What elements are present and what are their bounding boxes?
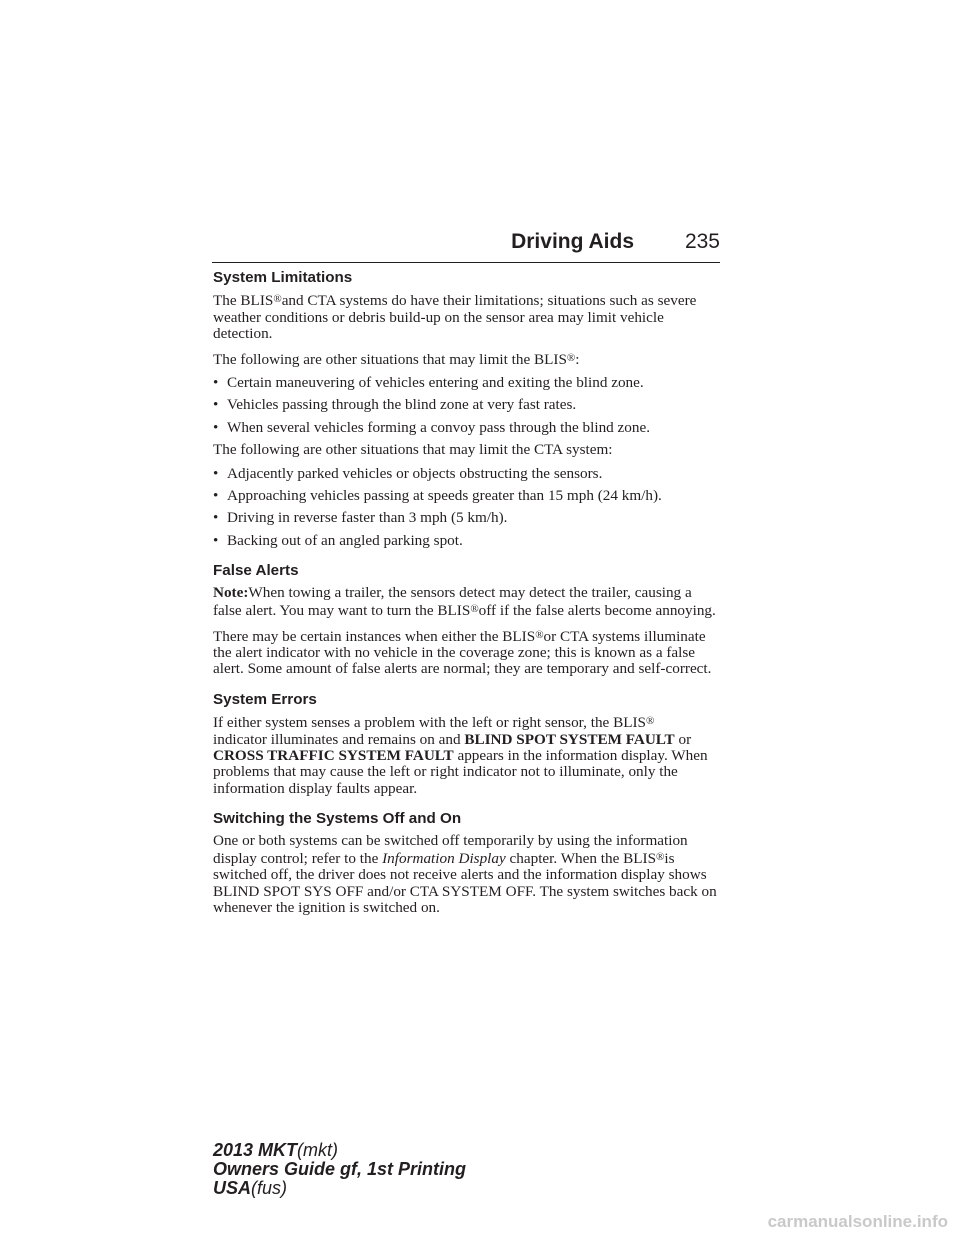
bullet-icon: • [213, 374, 219, 392]
list-item [213, 397, 723, 413]
heading-false-alerts: False Alerts [213, 562, 299, 580]
bullet-icon: • [213, 418, 219, 436]
registered-mark: ® [566, 351, 576, 364]
text: When towing a trailer, the sensors detect may detect the trailer, causing a false alert. You may want to turn the BLIS [213, 583, 692, 620]
bullet-icon: • [213, 464, 219, 482]
chapter-reference: Information Display [382, 849, 506, 867]
list-item-text: Certain maneuvering of vehicles entering and exiting the blind zone. [227, 374, 644, 392]
text: and CTA systems do have their limitations; situations such as severe weather conditions or debris build-up on the sensor area may limit vehicle detection. [213, 292, 697, 343]
registered-mark: ® [470, 603, 479, 616]
list-item [213, 510, 723, 526]
footer-model: 2013 MKT [213, 1140, 298, 1160]
heading-system-limitations: System Limitations [213, 269, 353, 286]
note-paragraph [213, 585, 723, 620]
fault-message: CROSS TRAFFIC SYSTEM FAULT [213, 746, 454, 764]
registered-mark: ® [645, 715, 655, 728]
page-header [212, 226, 720, 263]
text: The following are other situations that may limit the BLIS [213, 350, 567, 368]
footer-line [213, 1179, 466, 1198]
list-item [213, 466, 723, 482]
text: One or both systems can be switched off temporarily by using the information display control; refer to the [213, 831, 688, 867]
paragraph [213, 833, 723, 917]
footer-market: USA [213, 1178, 252, 1198]
heading-system-errors: System Errors [213, 690, 317, 708]
page-content [213, 268, 723, 924]
text: is switched off, the driver does not receive alerts and the information display shows BLIND SPOT SYS OFF and/or CTA SYSTEM OFF. The system switches back on whenever the ignition is switched on. [213, 849, 717, 917]
footer-line [213, 1141, 466, 1160]
list-item [213, 533, 723, 549]
footer-guide: Owners Guide gf, 1st Printing [213, 1159, 467, 1179]
bullet-icon: • [213, 487, 219, 505]
text: indicator illuminates and remains on and [213, 730, 461, 748]
footer-line [213, 1160, 466, 1179]
text: The BLIS [213, 292, 274, 310]
list-item [213, 420, 723, 436]
paragraph: The following are other situations that may limit the CTA system: [213, 441, 613, 459]
note-label: Note: [213, 583, 249, 601]
list-item-text: Driving in reverse faster than 3 mph (5 km/h). [227, 509, 508, 527]
page-footer [213, 1141, 466, 1198]
text: or CTA systems illuminate the alert indicator with no vehicle in the coverage zone; this is known as a false alert. Some amount of false alerts are normal; they are temporary and self-correct. [213, 627, 712, 678]
list-item [213, 488, 723, 504]
footer-code: (fus) [251, 1178, 288, 1198]
registered-mark: ® [656, 850, 665, 863]
paragraph [213, 291, 723, 342]
list-item-text: When several vehicles forming a convoy pass through the blind zone. [227, 418, 651, 436]
watermark: carmanualsonline.info [767, 1212, 948, 1231]
paragraph [213, 627, 723, 678]
list-item [213, 375, 723, 391]
list-item-text: Vehicles passing through the blind zone at very fast rates. [227, 396, 577, 414]
registered-mark: ® [535, 628, 544, 641]
text: appears in the information display. When problems that may cause the left or right indicator not to illuminate, only the information display faults appear. [213, 746, 708, 797]
text: If either system senses a problem with the left or right sensor, the BLIS [213, 714, 646, 732]
text: chapter. When the BLIS [509, 849, 657, 867]
registered-mark: ® [273, 293, 282, 306]
text: : [575, 350, 580, 368]
fault-message: BLIND SPOT SYSTEM FAULT [464, 730, 675, 748]
page-number: 235 [684, 230, 720, 253]
paragraph [213, 713, 723, 797]
list-item-text: Backing out of an angled parking spot. [227, 531, 463, 549]
text: or [678, 730, 692, 748]
text: There may be certain instances when either the BLIS [213, 627, 536, 645]
paragraph [213, 350, 723, 368]
list-item-text: Approaching vehicles passing at speeds greater than 15 mph (24 km/h). [227, 487, 662, 505]
list-item-text: Adjacently parked vehicles or objects obstructing the sensors. [227, 464, 603, 482]
heading-switching: Switching the Systems Off and On [213, 810, 462, 828]
footer-code: (mkt) [297, 1140, 339, 1160]
bullet-icon: • [213, 531, 219, 549]
bullet-icon: • [213, 396, 219, 414]
chapter-title: Driving Aids [511, 230, 634, 253]
bullet-icon: • [213, 509, 219, 527]
text: off if the false alerts become annoying. [478, 602, 716, 620]
